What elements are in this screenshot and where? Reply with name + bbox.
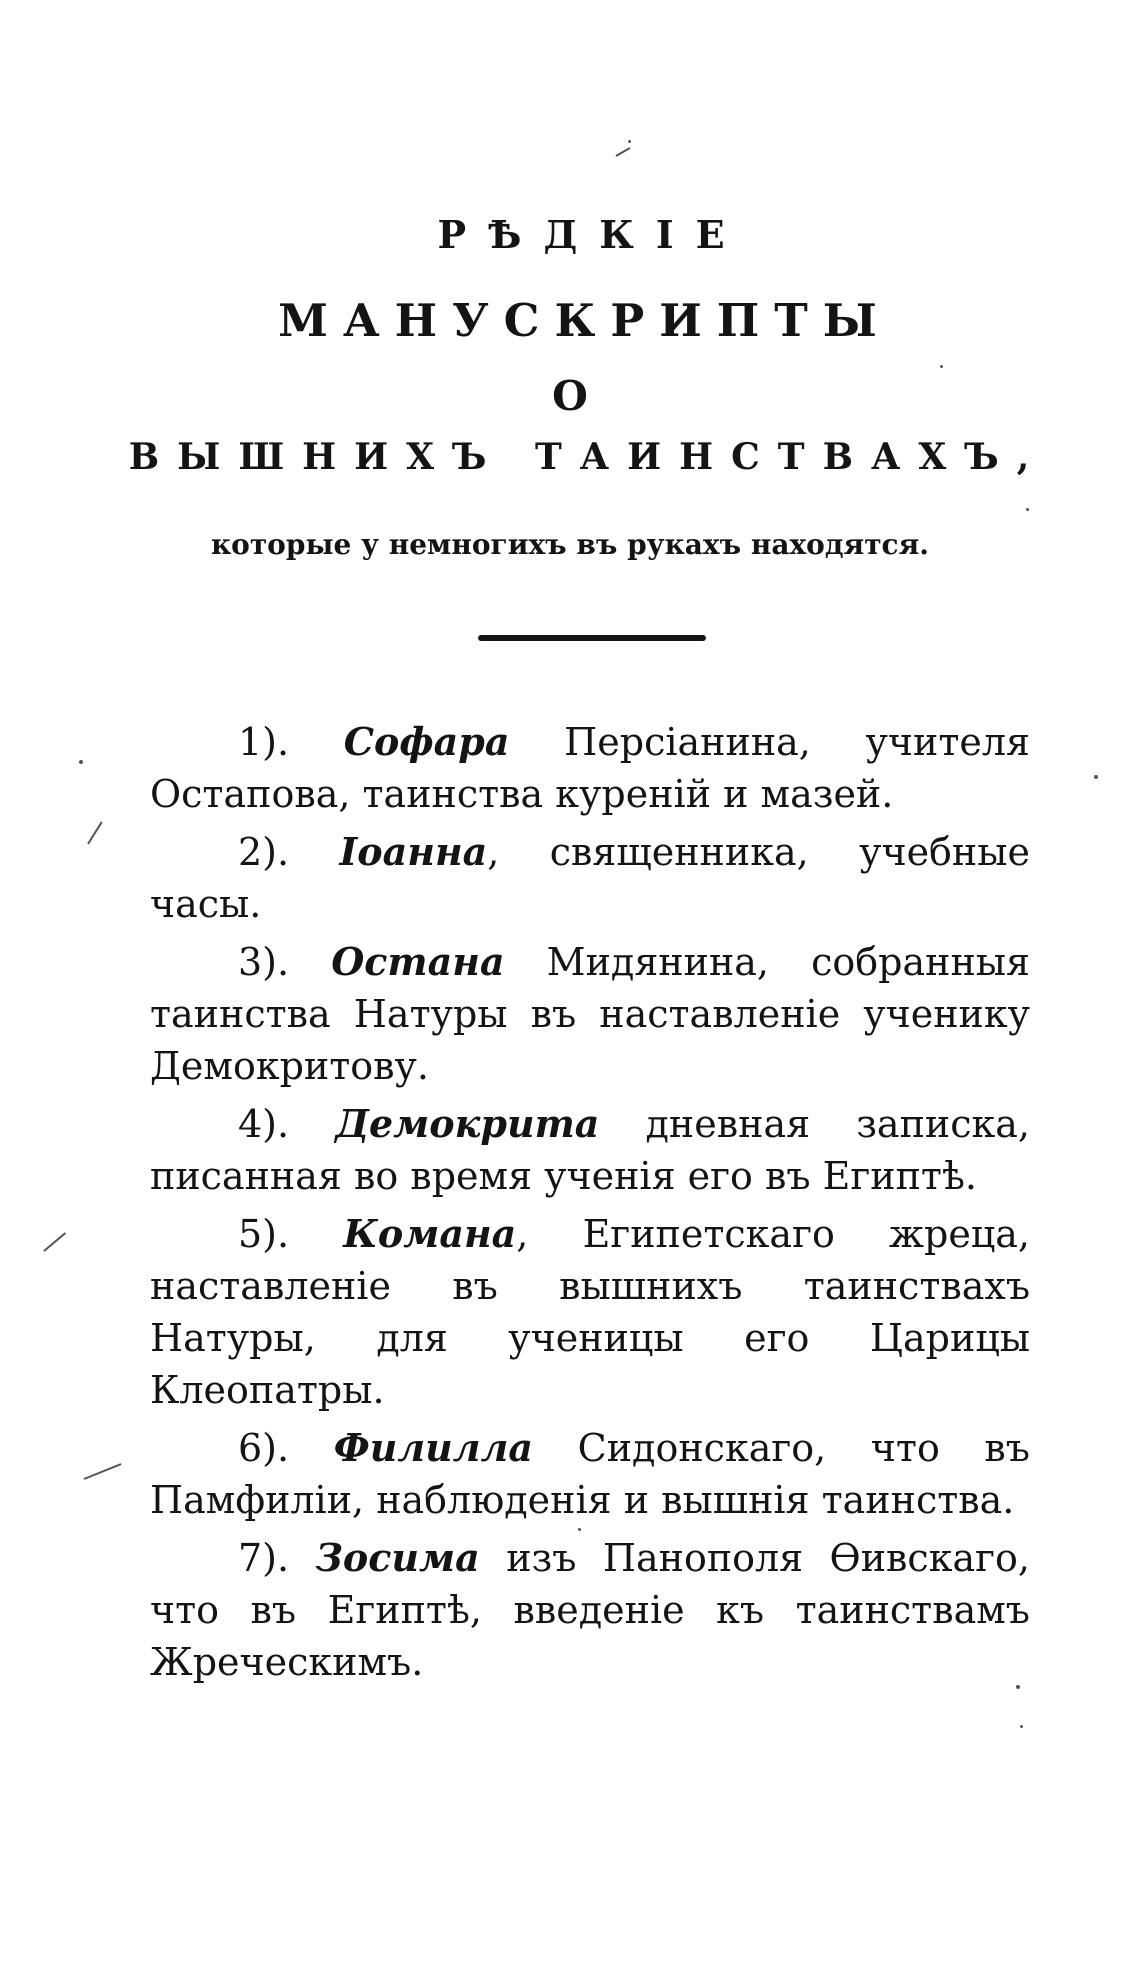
item-number: 5). — [238, 1212, 290, 1256]
item-number: 3). — [238, 940, 290, 984]
item-author: Комана — [343, 1211, 517, 1256]
item-author: Демокрита — [335, 1101, 600, 1146]
scan-speck — [578, 1528, 581, 1531]
margin-mark — [84, 1463, 122, 1480]
section-divider — [478, 635, 706, 641]
item-text: Мидянина, собранныя таинства Натуры въ наставленіе ученику Демокритову. — [150, 940, 1030, 1088]
item-author: Софара — [343, 719, 510, 764]
item-author: Іоанна — [339, 829, 488, 874]
margin-mark — [87, 821, 102, 844]
item-number: 7). — [238, 1536, 290, 1580]
item-text: , священника, учебные часы. — [150, 830, 1030, 926]
list-item — [150, 1532, 1030, 1688]
title-line-4: ВЫШНИХЪ ТАИНСТВАХЪ, — [128, 436, 1048, 478]
item-text: дневная записка, писанная во время ученія его въ Египтѣ. — [150, 1102, 1030, 1198]
scan-speck — [1020, 1725, 1023, 1728]
subtitle-line: которые у немногихъ въ рукахъ находятся. — [210, 528, 930, 561]
scan-speck — [940, 365, 943, 368]
margin-mark — [43, 1232, 66, 1252]
title-line-1: РѢДКІЕ — [437, 212, 747, 257]
list-item — [150, 1208, 1030, 1416]
list-item — [150, 1422, 1030, 1526]
item-text: изъ Панополя Ѳивскаго, что въ Египтѣ, введеніе къ таинствамъ Жреческимъ. — [150, 1536, 1030, 1684]
item-text: , Египетскаго жреца, наставленіе въ вышнихъ таинствахъ Натуры, для ученицы его Царицы Клеопатры. — [150, 1212, 1030, 1412]
item-text: Персіанина, учителя Остапова, таинства куреній и мазей. — [150, 720, 1030, 816]
title-line-3: О — [552, 372, 588, 420]
list-item — [150, 1098, 1030, 1202]
item-author: Зосима — [315, 1535, 480, 1580]
scan-speck — [1026, 508, 1029, 511]
item-author: Филилла — [333, 1425, 534, 1470]
scan-speck — [1094, 775, 1098, 779]
item-number: 6). — [238, 1426, 290, 1470]
title-line-2: МАНУСКРИПТЫ — [278, 294, 892, 347]
item-number: 4). — [238, 1102, 290, 1146]
margin-mark — [616, 147, 631, 157]
scan-speck — [1016, 1685, 1020, 1689]
item-author: Остана — [331, 939, 505, 984]
list-item — [150, 716, 1030, 820]
item-number: 2). — [238, 830, 290, 874]
list-item — [150, 826, 1030, 930]
manuscript-list — [150, 716, 1030, 1694]
scan-speck — [628, 140, 631, 143]
scan-speck — [79, 760, 83, 764]
item-number: 1). — [238, 720, 290, 764]
list-item — [150, 936, 1030, 1092]
item-text: Сидонскаго, что въ Памфиліи, наблюденія и вышнія таинства. — [150, 1426, 1030, 1522]
